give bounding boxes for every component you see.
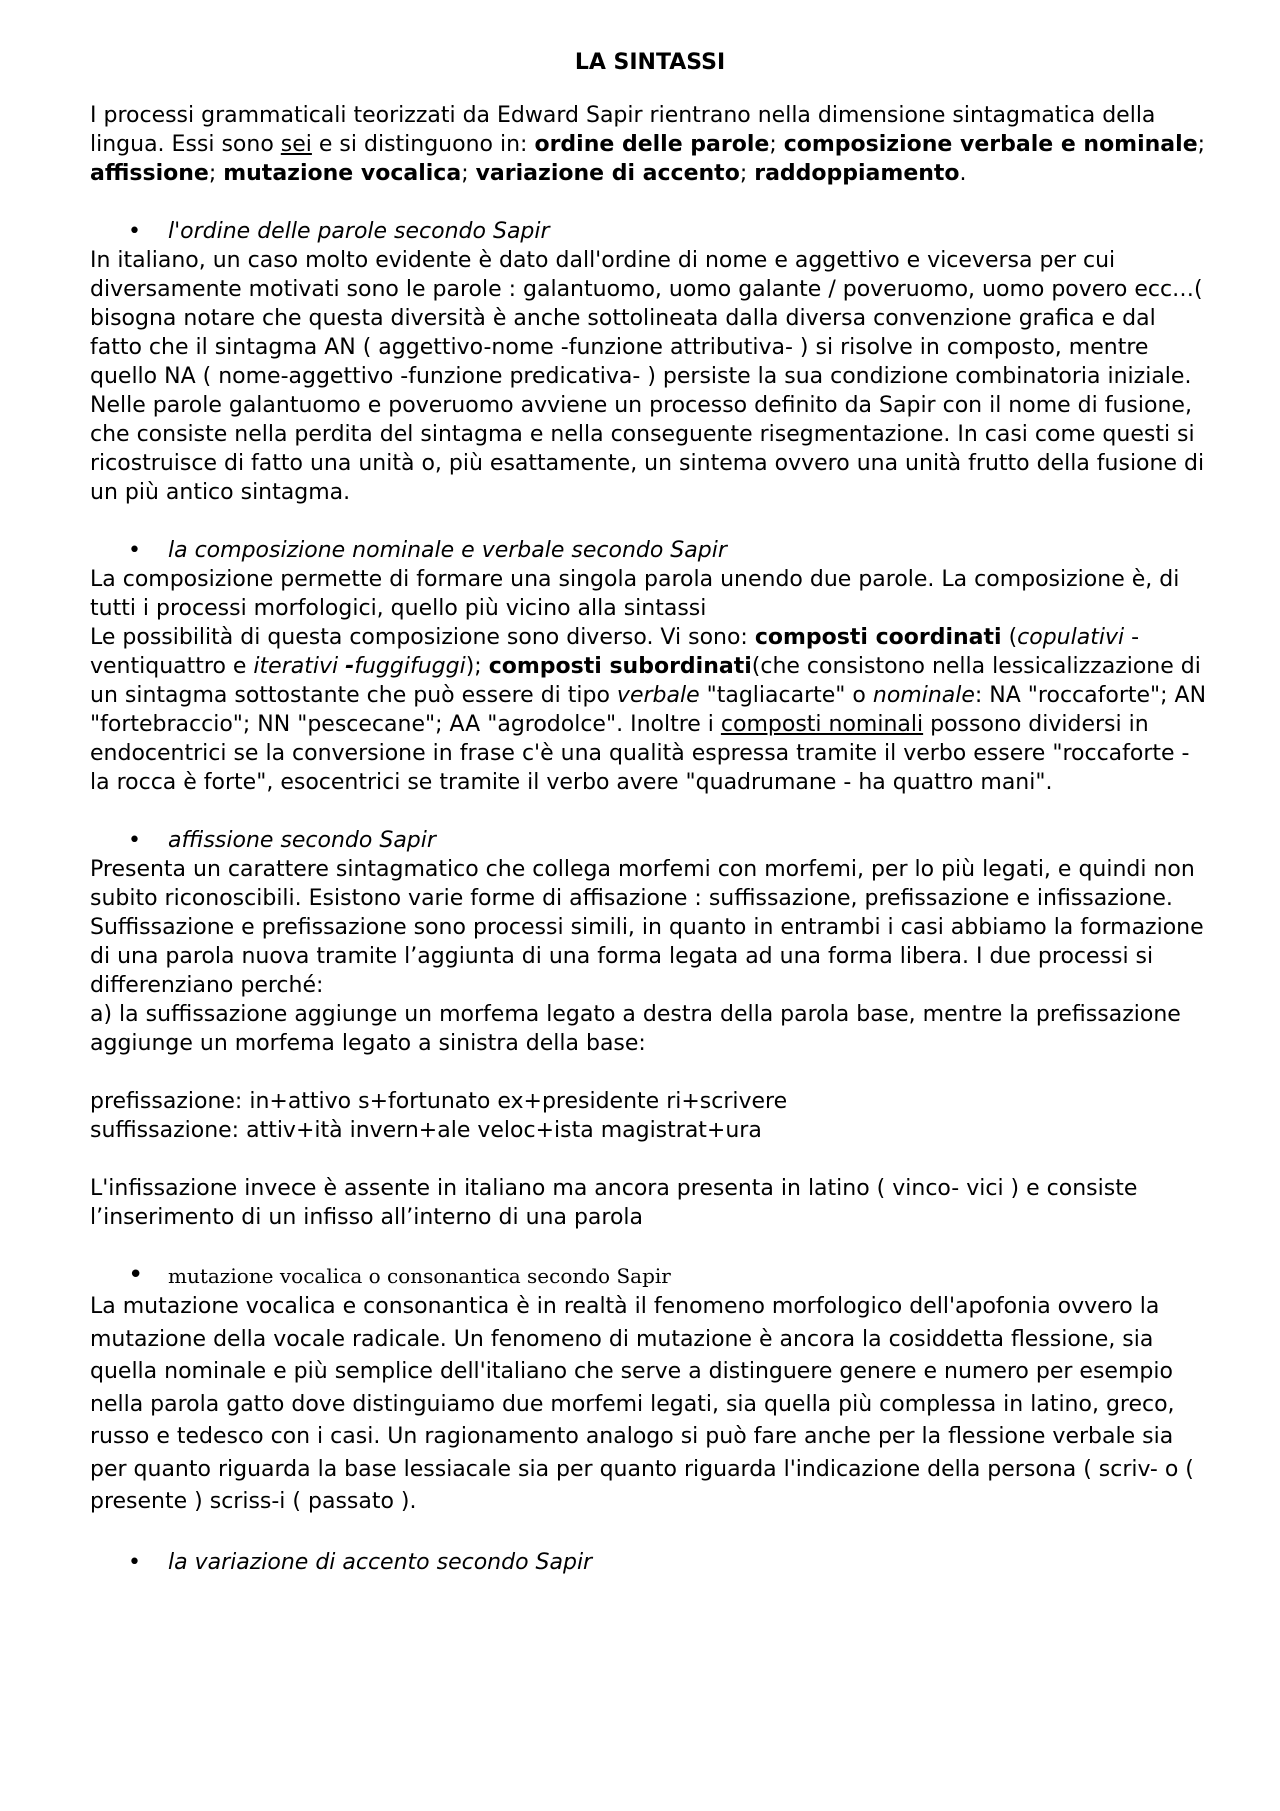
- bullet-icon: •: [128, 219, 141, 244]
- bold-term: variazione di accento: [475, 161, 740, 186]
- section-heading-mutation: [128, 1261, 1210, 1291]
- bold-italic-dash: -: [345, 654, 355, 679]
- section-heading-affixation: [128, 826, 1210, 855]
- bold-term: mutazione vocalica: [223, 161, 462, 186]
- text: -ventiquattro e: [90, 625, 1140, 679]
- separator: ;: [208, 161, 224, 186]
- separator: .: [959, 161, 967, 186]
- italic-term: verbale: [616, 683, 700, 708]
- italic-term: fuggifuggi: [354, 654, 466, 679]
- page-title: LA SINTASSI: [574, 50, 726, 75]
- separator: ;: [1197, 132, 1206, 157]
- section-heading-label: affissione secondo Sapir: [168, 828, 436, 853]
- section-body-word-order: In italiano, un caso molto evidente è dato dall'ordine di nome e aggettivo e viceversa per cui diversamente motivati sono le parole : galantuomo, uomo galante / poveruomo, uomo povero ecc…( bisogna notare che questa diversità è anche sottolineata dalla diversa convenzione grafica e dal fatto che il sintagma AN ( aggettivo-nome -funzione attributiva- ) si risolve in composto, mentre quello NA ( nome-aggettivo -funzione predicativa- ) persiste la sua condizione combinatoria iniziale. Nelle parole galantuomo e poveruomo avviene un processo definito da Sapir con il nome di fusione, che consiste nella perdita del sintagma e nella conseguente risegmentazione. In casi come questi si ricostruisce di fatto una unità o, più esattamente, un sintema ovvero una unità frutto della fusione di un più antico sintagma.: [90, 248, 1205, 505]
- section-body-affixation-a: a) la suffissazione aggiunge un morfema legato a destra della parola base, mentre la prefissazione aggiunge un morfema legato a sinistra della base:: [90, 1002, 1181, 1056]
- text: possono dividersi in endocentrici se la conversione in frase c'è una qualità espressa tramite il verbo essere "roccaforte - la rocca è forte", esocentrici se tramite il verbo avere "quadrumane - ha quattro mani".: [90, 712, 1190, 795]
- bold-term: affissione: [90, 161, 209, 186]
- section-heading-label: l'ordine delle parole secondo Sapir: [168, 219, 550, 244]
- text: Le possibilità di questa composizione sono diverso. Vi sono:: [90, 625, 755, 650]
- bullet-icon: •: [128, 538, 141, 563]
- section-body-composition-intro: La composizione permette di formare una singola parola unendo due parole. La composizione è, di tutti i processi morfologici, quello più vicino alla sintassi: [90, 567, 1180, 621]
- intro-text: I processi grammaticali teorizzati da Edward Sapir rientrano nella dimensione sintagmatica della lingua. Essi sono: [90, 103, 1156, 157]
- example-prefix: prefissazione: in+attivo s+fortunato ex+presidente ri+scrivere: [90, 1089, 788, 1114]
- text: (: [1001, 625, 1018, 650]
- underlined-term: composti nominali: [720, 712, 924, 737]
- section-heading-word-order: [128, 217, 1210, 246]
- bullet-icon: •: [128, 1260, 144, 1290]
- separator: ;: [769, 132, 784, 157]
- text: );: [465, 654, 489, 679]
- italic-term: iterativi: [253, 654, 339, 679]
- bold-term: ordine delle parole: [534, 132, 770, 157]
- bold-term: raddoppiamento: [754, 161, 960, 186]
- section-body-affixation: Presenta un carattere sintagmatico che collega morfemi con morfemi, per lo più legati, e quindi non subito riconoscibili. Esistono varie forme di affisazione : suffissazione, prefissazione e infissazione. Suffissazione e prefissazione sono processi simili, in quanto in entrambi i casi abbiamo la formazione di una parola nuova tramite l’aggiunta di una forma legata ad una forma libera. I due processi si differenziano perché:: [90, 857, 1204, 998]
- section-heading-label: mutazione vocalica o consonantica secondo Sapir: [168, 1264, 671, 1288]
- text: : NA "roccaforte"; AN "fortebraccio"; NN "pescecane"; AA "agrodolce". Inoltre i: [90, 683, 1207, 737]
- italic-term: copulativi: [1017, 625, 1125, 650]
- bold-term: composti subordinati: [488, 654, 752, 679]
- text: "tagliacarte" o: [699, 683, 873, 708]
- example-suffix: suffissazione: attiv+ità invern+ale veloc+ista magistrat+ura: [90, 1118, 762, 1143]
- underlined-word: sei: [280, 132, 312, 157]
- section-heading-composition: [128, 536, 1210, 565]
- section-heading-label: la composizione nominale e verbale secondo Sapir: [168, 538, 727, 563]
- text: (che consistono nella lessicalizzazione di un sintagma sottostante che può essere di tipo: [90, 654, 1201, 708]
- bold-term: composizione verbale e nominale: [783, 132, 1198, 157]
- section-body-mutation: La mutazione vocalica e consonantica è in realtà il fenomeno morfologico dell'apofonia ovvero la mutazione della vocale radicale. Un fenomeno di mutazione è ancora la cosiddetta flessione, sia quella nominale e più semplice dell'italiano che serve a distinguere genere e numero per esempio nella parola gatto dove distinguiamo due morfemi legati, sia quella più complessa in latino, greco, russo e tedesco con i casi. Un ragionamento analogo si può fare anche per la flessione verbale sia per quanto riguarda la base lessiacale sia per quanto riguarda l'indicazione della persona ( scriv- o ( presente ) scriss-i ( passato ).: [90, 1294, 1194, 1514]
- section-heading-label: la variazione di accento secondo Sapir: [168, 1549, 593, 1575]
- separator: ;: [461, 161, 476, 186]
- bullet-icon: •: [128, 828, 141, 853]
- section-heading-accent: [128, 1548, 1210, 1577]
- bullet-icon: •: [128, 1549, 141, 1575]
- italic-term: nominale: [872, 683, 975, 708]
- bold-term: composti coordinati: [754, 625, 1002, 650]
- section-body-composition: [90, 623, 1210, 797]
- intro-paragraph: [90, 101, 1210, 188]
- intro-text: e si distinguono in:: [311, 132, 535, 157]
- document-page: [90, 48, 1210, 1577]
- section-body-infix: L'infissazione invece è assente in italiano ma ancora presenta in latino ( vinco- vici ) e consiste l’inserimento di un infisso all’interno di una parola: [90, 1176, 1138, 1230]
- separator: ;: [739, 161, 755, 186]
